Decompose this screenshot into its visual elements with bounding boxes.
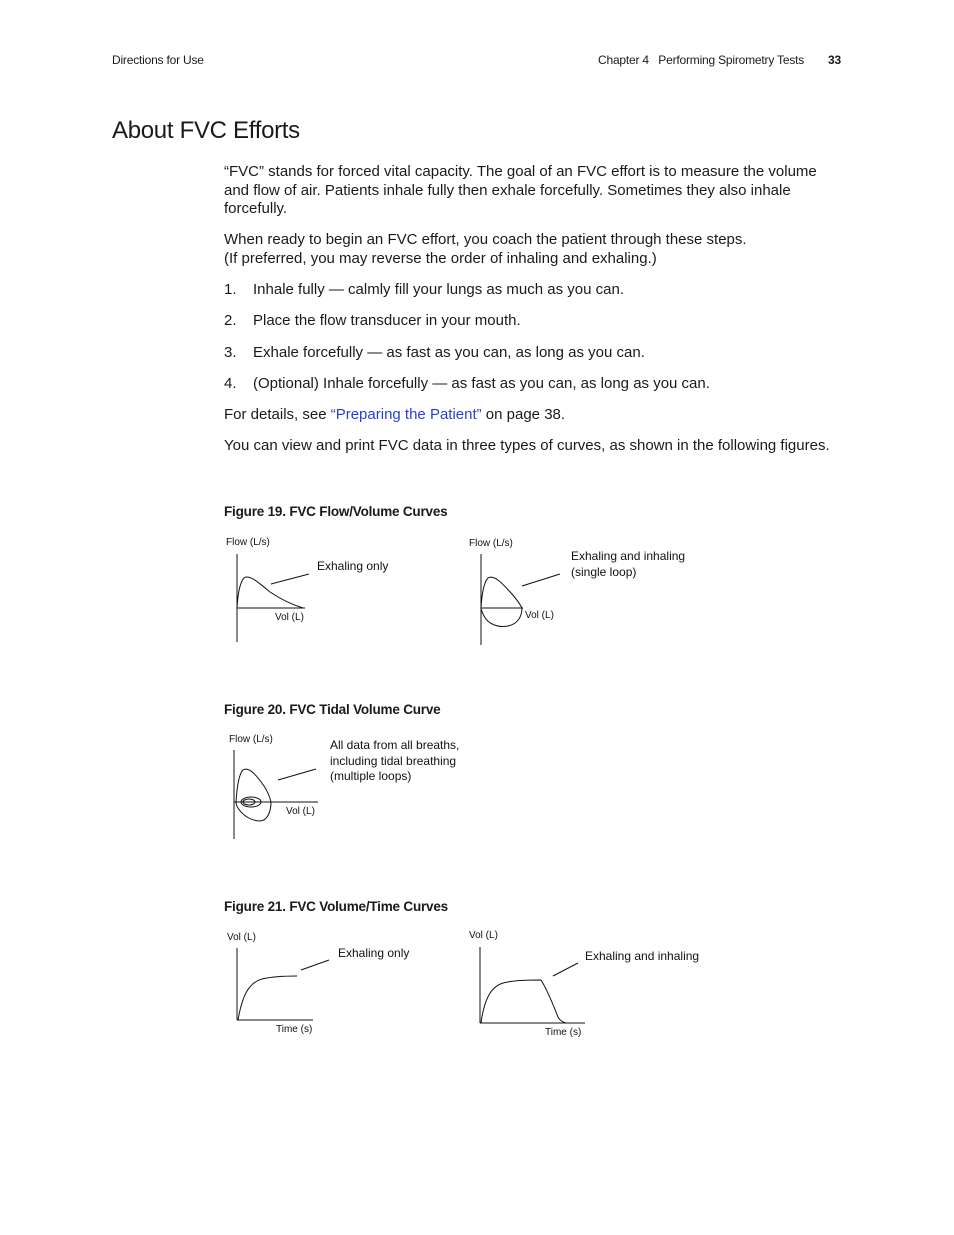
fig19-left-y-label: Flow (L/s)	[226, 537, 270, 548]
fig21-left-y-label: Vol (L)	[227, 932, 256, 943]
fig21-left-x-label: Time (s)	[276, 1024, 313, 1035]
fig19-right-loop	[481, 577, 522, 626]
fig19-right-leader	[522, 574, 560, 586]
fig19-right-note-line-1: Exhaling and inhaling	[571, 549, 686, 563]
fig20-y-label: Flow (L/s)	[229, 734, 273, 745]
fig20-forced-loop	[236, 769, 271, 821]
step-item	[224, 312, 844, 331]
steps-intro-paragraph	[224, 231, 844, 268]
preparing-patient-link[interactable]: “Preparing the Patient”	[330, 406, 482, 423]
fig20-x-label: Vol (L)	[286, 806, 315, 817]
figure-21-caption: Figure 21. FVC Volume/Time Curves	[224, 899, 448, 914]
fig21-right-note: Exhaling and inhaling	[585, 949, 700, 963]
page-number: 33	[828, 53, 841, 67]
fig21-left-note: Exhaling only	[338, 946, 410, 960]
curves-paragraph: You can view and print FVC data in three types of curves, as shown in the following figures.	[224, 437, 830, 454]
figure-20-caption: Figure 20. FVC Tidal Volume Curve	[224, 702, 441, 717]
fig19-left-x-label: Vol (L)	[275, 612, 304, 623]
figure-20-graphic	[0, 728, 954, 843]
fig20-note-line-3: (multiple loops)	[330, 769, 412, 783]
details-paragraph	[224, 406, 844, 425]
fig20-note-line-1: All data from all breaths,	[330, 738, 460, 752]
steps-intro-line-2: (If preferred, you may reverse the order of inhaling and exhaling.)	[224, 249, 657, 267]
section-title: About FVC Efforts	[112, 117, 300, 144]
fig19-right-note-line-2: (single loop)	[571, 565, 637, 579]
fig21-right-x-label: Time (s)	[545, 1027, 582, 1038]
fig19-left-curve	[237, 577, 303, 608]
step-number: 4.	[224, 375, 237, 392]
step-text: Exhale forcefully — as fast as you can, as long as you can.	[253, 344, 645, 361]
fig21-right-curve	[481, 980, 566, 1023]
step-item	[224, 375, 844, 394]
fig21-right-leader	[553, 963, 578, 976]
intro-paragraph: “FVC” stands for forced vital capacity. The goal of an FVC effort is to measure the volume and flow of air. Patients inhale fully then exhale forcefully. Sometimes they also inhale forcefully.	[224, 163, 817, 217]
step-number: 2.	[224, 312, 237, 329]
fig21-left-curve	[238, 976, 297, 1020]
steps-intro-line-1: When ready to begin an FVC effort, you coach the patient through these steps.	[224, 231, 747, 248]
fig19-left-leader	[271, 574, 309, 584]
step-item	[224, 281, 844, 300]
fig21-right-y-label: Vol (L)	[469, 930, 498, 941]
fig20-note-line-2: including tidal breathing	[330, 754, 457, 768]
details-text-after: on page 38.	[481, 406, 566, 423]
step-item	[224, 344, 844, 363]
fig19-left-note: Exhaling only	[317, 559, 389, 573]
fig19-right-x-label: Vol (L)	[525, 610, 554, 621]
figure-19-graphic	[0, 530, 954, 660]
figure-21-graphic	[0, 925, 954, 1040]
step-text: Place the flow transducer in your mouth.	[253, 312, 521, 329]
step-text: Inhale fully — calmly fill your lungs as much as you can.	[253, 281, 624, 298]
step-text: (Optional) Inhale forcefully — as fast as you can, as long as you can.	[253, 375, 710, 392]
running-header-chapter: Chapter 4 Performing Spirometry Tests	[598, 53, 805, 67]
details-text-before: For details, see	[224, 406, 331, 423]
step-number: 3.	[224, 344, 237, 361]
fig19-right-y-label: Flow (L/s)	[469, 538, 513, 549]
fig20-leader	[278, 769, 316, 780]
running-header-left: Directions for Use	[112, 53, 204, 67]
step-number: 1.	[224, 281, 237, 298]
figure-19-caption: Figure 19. FVC Flow/Volume Curves	[224, 504, 448, 519]
fig21-left-leader	[301, 960, 329, 970]
